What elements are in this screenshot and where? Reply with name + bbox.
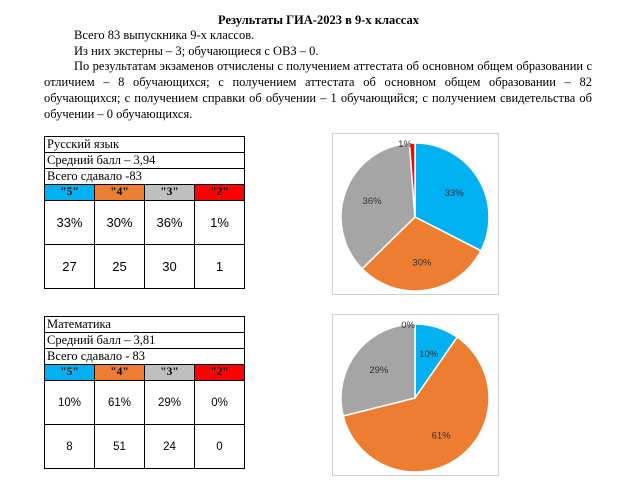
math-pie-chart <box>332 314 499 476</box>
grade-2-header: "2" <box>195 185 245 201</box>
math-percent-2: 0% <box>195 381 245 425</box>
russian-percent-2: 1% <box>195 201 245 245</box>
math-label-grade-4: 61% <box>431 430 451 442</box>
russian-average: Средний балл – 3,94 <box>45 153 245 169</box>
russian-count-2: 1 <box>195 245 245 289</box>
russian-count-5: 27 <box>45 245 95 289</box>
russian-pie-chart <box>332 133 499 295</box>
math-percent-3: 29% <box>145 381 195 425</box>
math-subject: Математика <box>45 317 245 333</box>
russian-count-4: 25 <box>95 245 145 289</box>
math-count-5: 8 <box>45 425 95 469</box>
math-percent-5: 10% <box>45 381 95 425</box>
russian-total: Всего сдавало -83 <box>45 169 245 185</box>
russian-label-grade-4: 30% <box>412 257 432 269</box>
grade-3-header: "3" <box>145 185 195 201</box>
math-results-table <box>44 316 245 469</box>
math-count-2: 0 <box>195 425 245 469</box>
math-percent-4: 61% <box>95 381 145 425</box>
math-pie-svg <box>333 315 498 475</box>
math-label-grade-3: 29% <box>369 364 389 376</box>
external-students-line: Из них экстерны – 3; обучающиеся с ОВЗ – 0. <box>74 44 319 58</box>
results-paragraph: По результатам экзаменов отчислены с получением аттестата об основном общем образовании с отличием – 8 обучающихся; с получением аттестата об основном общем образовании – 82 обучающихся; с получением справки об обучении – 1 обучающийся; с получением свидетельства об обучении – 0 обучающихся. <box>44 59 592 121</box>
math-label-grade-5: 10% <box>419 349 439 361</box>
page-title: Результаты ГИА-2023 в 9-х классах <box>218 13 419 27</box>
grade-5-header: "5" <box>45 185 95 201</box>
math-average: Средний балл – 3,81 <box>45 333 245 349</box>
math-total: Всего сдавало - 83 <box>45 349 245 365</box>
total-graduates-line: Всего 83 выпускника 9-х классов. <box>74 28 255 42</box>
russian-count-3: 30 <box>145 245 195 289</box>
russian-label-grade-5: 33% <box>444 188 464 200</box>
russian-results-table <box>44 136 245 289</box>
grade-3-header: "3" <box>145 365 195 381</box>
math-count-3: 24 <box>145 425 195 469</box>
russian-percent-3: 36% <box>145 201 195 245</box>
grade-5-header: "5" <box>45 365 95 381</box>
math-count-4: 51 <box>95 425 145 469</box>
grade-4-header: "4" <box>95 365 145 381</box>
russian-subject: Русский язык <box>45 137 245 153</box>
russian-pie-svg <box>333 134 498 294</box>
russian-label-grade-2: 1% <box>398 139 412 150</box>
russian-percent-4: 30% <box>95 201 145 245</box>
math-label-grade-2: 0% <box>401 320 415 331</box>
russian-label-grade-3: 36% <box>362 195 382 207</box>
grade-4-header: "4" <box>95 185 145 201</box>
grade-2-header: "2" <box>195 365 245 381</box>
russian-percent-5: 33% <box>45 201 95 245</box>
